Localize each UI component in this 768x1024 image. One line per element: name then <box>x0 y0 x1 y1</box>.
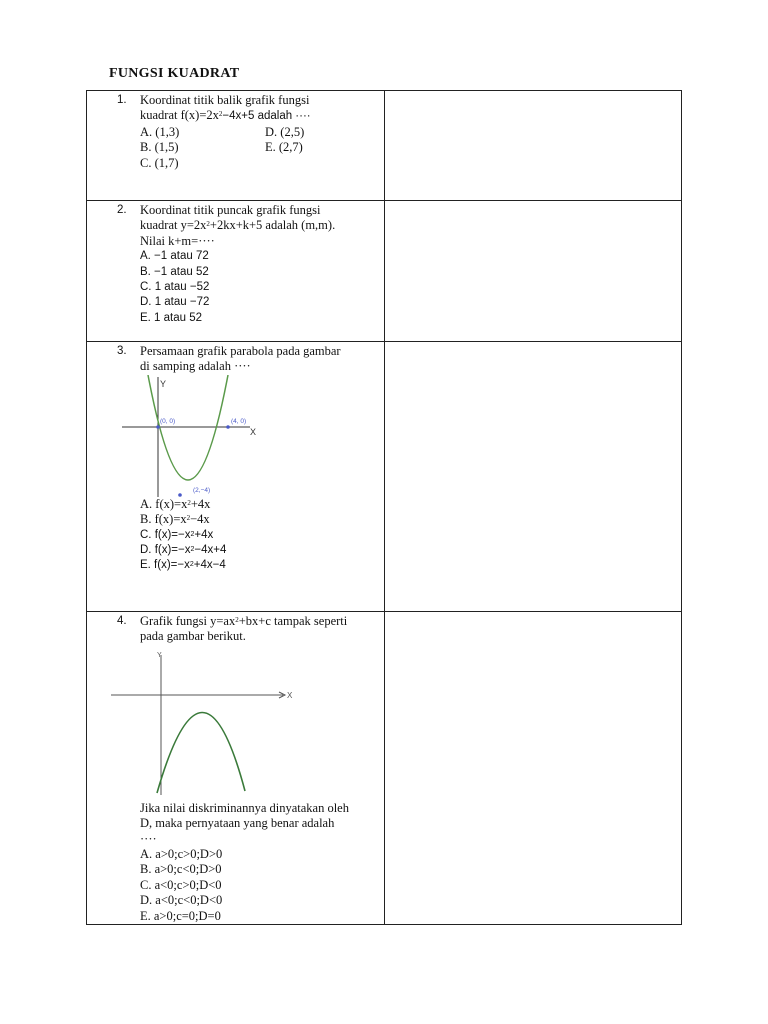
question-text: Koordinat titik puncak grafik fungsi kuadrat $y=2x^2+2kx+k+5$ adalah (m,m). Nilai k+m=···· <box>140 203 336 248</box>
question-number: 2. <box>117 204 127 216</box>
vertex-label: (2,−4) <box>193 486 211 494</box>
question-cell-1 <box>87 91 385 201</box>
question-row-1 <box>87 91 682 201</box>
option-d[interactable]: D. $f(x)=-x^2-4x+4$ <box>140 544 227 557</box>
y-axis-label: Y <box>157 651 162 659</box>
question-row-4 <box>87 612 682 925</box>
root-point <box>226 425 230 429</box>
answer-cell-2[interactable] <box>385 201 682 342</box>
question-text: Persamaan grafik parabola pada gambar di samping adalah ···· <box>140 344 341 374</box>
parabola-curve <box>157 712 245 793</box>
question-cell-3 <box>87 342 385 612</box>
x-axis-label: X <box>287 690 293 700</box>
option-d[interactable]: D. a<0;c<0;D<0 <box>140 893 223 908</box>
answer-cell-3[interactable] <box>385 342 682 612</box>
option-a[interactable]: A. −1 atau 72 <box>140 250 209 263</box>
root-label: (4, 0) <box>231 417 247 425</box>
question-table <box>86 90 682 925</box>
question-row-3 <box>87 342 682 612</box>
y-axis-label: Y <box>160 378 167 389</box>
option-a[interactable]: A. a>0;c>0;D>0 <box>140 847 223 862</box>
question-number: 4. <box>117 615 127 627</box>
option-c[interactable]: C. a<0;c>0;D<0 <box>140 877 222 892</box>
question-text: Grafik fungsi $y=ax^2+bx+c$ tampak seperti pada gambar berikut. <box>140 614 348 644</box>
question-row-2 <box>87 201 682 342</box>
answer-options <box>140 249 380 326</box>
question-text-continued: Jika nilai diskriminannya dinyatakan oleh D, maka pernyataan yang benar adalah ···· <box>140 800 349 846</box>
question-cell-4 <box>87 612 385 925</box>
question-cell-2 <box>87 201 385 342</box>
answer-cell-1[interactable] <box>385 91 682 201</box>
option-e[interactable]: E. (2,7) <box>265 140 303 155</box>
option-c[interactable]: C. $f(x)=-x^2+4x$ <box>140 528 214 541</box>
origin-label: (0, 0) <box>160 417 176 425</box>
option-b[interactable]: B. −1 atau 52 <box>140 265 209 278</box>
question-text: Koordinat titik balik grafik fungsi kuadrat $f(x)=2x^2-4x+5$ adalah ···· <box>140 93 311 123</box>
answer-cell-4[interactable] <box>385 612 682 925</box>
answer-options <box>140 847 380 924</box>
option-a[interactable]: A. (1,3) <box>140 124 180 139</box>
option-d[interactable]: D. (2,5) <box>265 124 305 139</box>
answer-options <box>140 497 380 574</box>
question-number: 1. <box>117 94 127 106</box>
option-d[interactable]: D. 1 atau −72 <box>140 296 210 309</box>
origin-point <box>156 425 160 429</box>
option-c[interactable]: C. 1 atau −52 <box>140 281 210 294</box>
option-e[interactable]: E. a>0;c=0;D=0 <box>140 908 221 923</box>
x-axis-label: X <box>250 426 257 437</box>
option-a[interactable]: A. $f(x)=x^2+4x$ <box>140 496 211 511</box>
option-c[interactable]: C. (1,7) <box>140 155 179 170</box>
option-e[interactable]: E. $f(x)=-x^2+4x-4$ <box>140 559 226 572</box>
answer-options <box>140 125 380 171</box>
question-number: 3. <box>117 345 127 357</box>
parabola-graph <box>122 375 262 497</box>
page-title: FUNGSI KUADRAT <box>109 66 240 81</box>
option-b[interactable]: B. $f(x)=x^2-4x$ <box>140 512 210 527</box>
option-e[interactable]: E. 1 atau 52 <box>140 311 203 324</box>
parabola-graph <box>111 649 311 799</box>
option-b[interactable]: B. (1,5) <box>140 140 179 155</box>
option-b[interactable]: B. a>0;c<0;D>0 <box>140 862 222 877</box>
